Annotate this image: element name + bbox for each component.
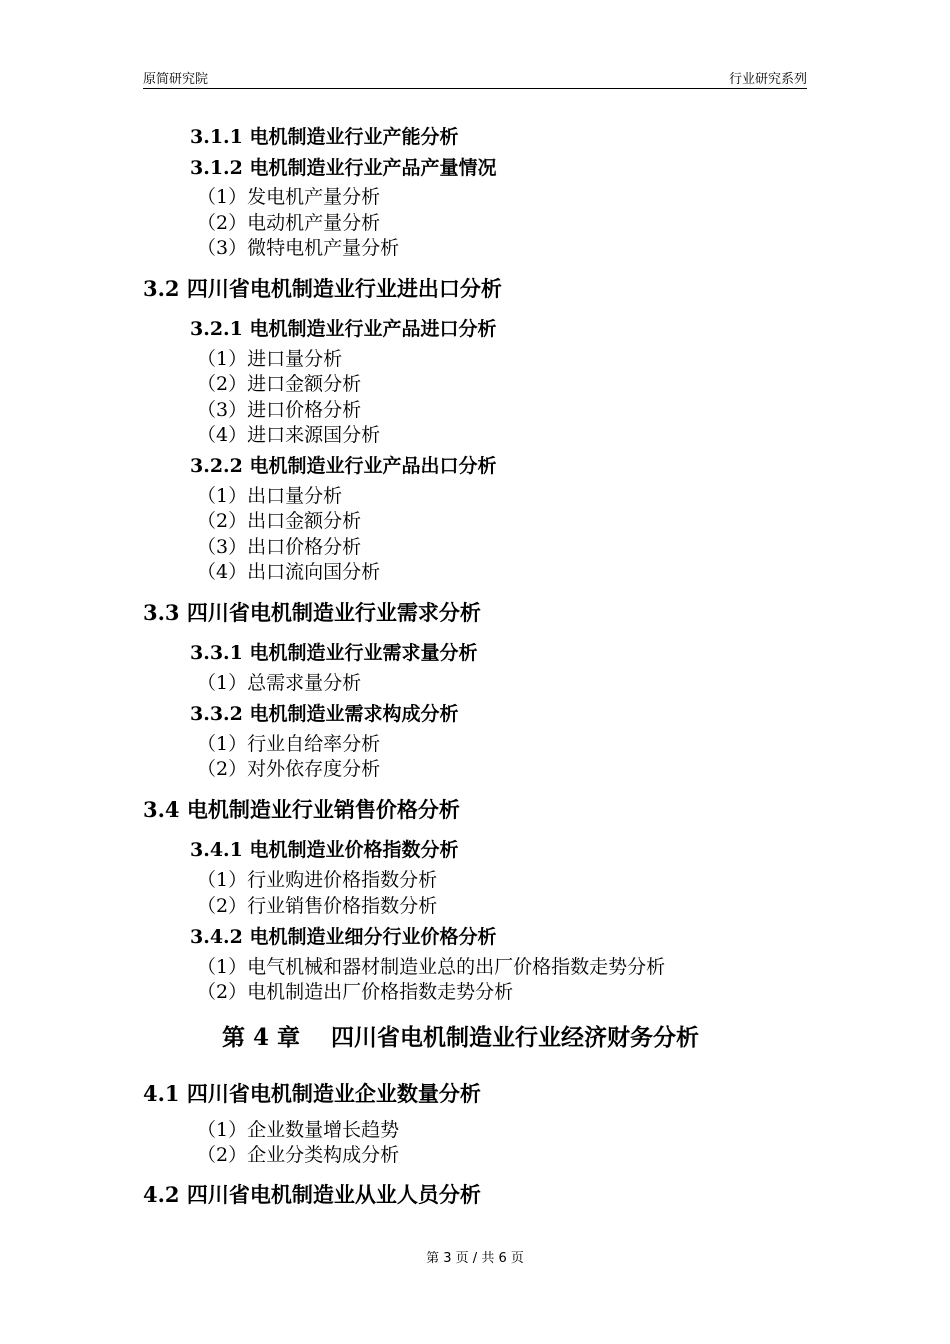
toc-item: （1）出口量分析 <box>197 485 343 507</box>
toc-item: （3）出口价格分析 <box>197 536 362 558</box>
toc-section: 3.4 电机制造业行业销售价格分析 <box>143 797 460 822</box>
toc-item: （2）出口金额分析 <box>197 510 362 532</box>
toc-item: （2）行业销售价格指数分析 <box>197 895 438 917</box>
toc-subsection: 3.4.2 电机制造业细分行业价格分析 <box>190 926 497 948</box>
header-left-text: 原简研究院 <box>143 72 209 87</box>
toc-item: （4）出口流向国分析 <box>197 561 381 583</box>
toc-subsection: 3.3.1 电机制造业行业需求量分析 <box>190 642 478 664</box>
toc-subsection: 3.3.2 电机制造业需求构成分析 <box>190 703 459 725</box>
toc-item: （1）电气机械和器材制造业总的出厂价格指数走势分析 <box>197 956 666 978</box>
toc-item: （4）进口来源国分析 <box>197 424 381 446</box>
toc-subsection: 3.1.1 电机制造业行业产能分析 <box>190 126 459 148</box>
toc-section: 3.2 四川省电机制造业行业进出口分析 <box>143 276 502 301</box>
toc-section: 4.1 四川省电机制造业企业数量分析 <box>143 1081 481 1106</box>
toc-section: 4.2 四川省电机制造业从业人员分析 <box>143 1182 481 1207</box>
toc-item: （2）企业分类构成分析 <box>197 1144 400 1166</box>
page-footer: 第 3 页 / 共 6 页 <box>426 1251 524 1266</box>
toc-subsection: 3.2.2 电机制造业行业产品出口分析 <box>190 455 497 477</box>
toc-item: （2）电机制造出厂价格指数走势分析 <box>197 981 514 1003</box>
toc-item: （2）对外依存度分析 <box>197 758 381 780</box>
toc-subsection: 3.2.1 电机制造业行业产品进口分析 <box>190 318 497 340</box>
page-header <box>143 68 807 89</box>
toc-item: （3）微特电机产量分析 <box>197 237 400 259</box>
toc-chapter: 第 4 章 四川省电机制造业行业经济财务分析 <box>222 1024 700 1051</box>
header-right-text: 行业研究系列 <box>728 72 807 87</box>
toc-item: （2）进口金额分析 <box>197 373 362 395</box>
toc-item: （1）进口量分析 <box>197 348 343 370</box>
toc-section: 3.3 四川省电机制造业行业需求分析 <box>143 600 481 625</box>
toc-subsection: 3.4.1 电机制造业价格指数分析 <box>190 839 459 861</box>
toc-item: （1）总需求量分析 <box>197 672 362 694</box>
toc-item: （3）进口价格分析 <box>197 399 362 421</box>
toc-item: （1）企业数量增长趋势 <box>197 1119 400 1141</box>
toc-item: （1）行业自给率分析 <box>197 733 381 755</box>
toc-item: （1）发电机产量分析 <box>197 186 381 208</box>
toc-item: （2）电动机产量分析 <box>197 212 381 234</box>
toc-subsection: 3.1.2 电机制造业行业产品产量情况 <box>190 157 497 179</box>
toc-item: （1）行业购进价格指数分析 <box>197 869 438 891</box>
